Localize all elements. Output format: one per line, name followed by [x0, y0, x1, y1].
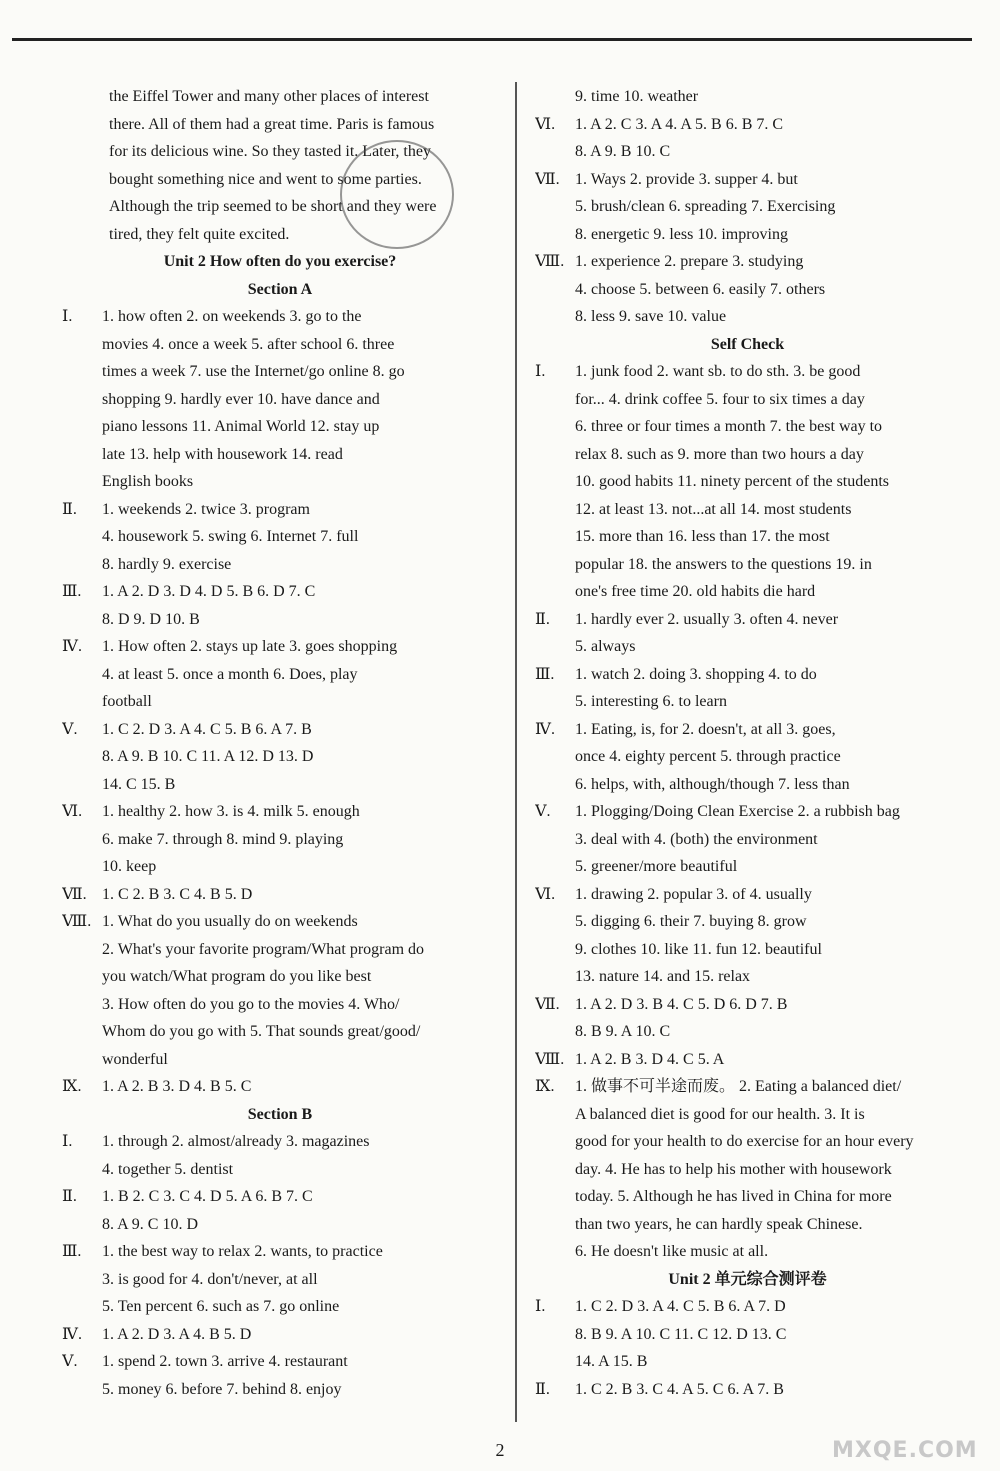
- answer-continuation: 8. less 9. save 10. value: [575, 308, 727, 325]
- section-heading: Unit 2 单元综合测评卷: [668, 1270, 827, 1288]
- answer-item: [62, 1073, 498, 1101]
- answer-item: [62, 496, 498, 524]
- passage-line: the Eiffel Tower and many other places of interest: [109, 88, 429, 105]
- answer-text: 1. hardly ever 2. usually 3. often 4. never: [575, 610, 839, 628]
- answer-item: [535, 358, 960, 386]
- answer-item: [62, 881, 498, 909]
- answer-text: 1. A 2. B 3. D 4. B 5. C: [102, 1078, 252, 1095]
- unit-heading: Unit 2 How often do you exercise?: [163, 253, 397, 270]
- passage-line: Although the trip seemed to be short and they were: [109, 198, 437, 215]
- roman-numeral: Ⅰ.: [62, 308, 73, 325]
- roman-numeral: Ⅳ.: [62, 638, 82, 655]
- roman-numeral: Ⅵ.: [535, 885, 556, 903]
- answer-text: 1. spend 2. town 3. arrive 4. restaurant: [102, 1353, 348, 1370]
- answer-continuation: 4. together 5. dentist: [102, 1160, 234, 1178]
- answer-text: 1. healthy 2. how 3. is 4. milk 5. enough: [102, 803, 360, 820]
- roman-numeral: Ⅱ.: [535, 1380, 550, 1398]
- column-divider: [515, 82, 517, 1422]
- answer-continuation: than two years, he can hardly speak Chinese.: [575, 1215, 863, 1233]
- answer-continuation: 9. time 10. weather: [575, 88, 699, 105]
- answer-text: 1. A 2. B 3. D 4. C 5. A: [575, 1050, 725, 1068]
- answer-text: 1. C 2. D 3. A 4. C 5. B 6. A 7. B: [102, 720, 312, 738]
- roman-numeral: Ⅶ.: [62, 885, 87, 903]
- answer-continuation: 14. A 15. B: [575, 1353, 648, 1370]
- roman-numeral: Ⅴ.: [62, 720, 78, 738]
- answer-continuation: football: [102, 693, 152, 710]
- answer-continuation: 4. housework 5. swing 6. Internet 7. full: [102, 528, 359, 545]
- answer-continuation: day. 4. He has to help his mother with housework: [575, 1160, 892, 1178]
- passage-line: bought something nice and went to some parties.: [109, 170, 422, 188]
- answer-item: [62, 633, 498, 661]
- answer-continuation: 5. digging 6. their 7. buying 8. grow: [575, 913, 807, 930]
- answer-continuation: 6. He doesn't like music at all.: [575, 1243, 769, 1260]
- answer-item: [535, 1073, 960, 1101]
- answer-item: [535, 606, 960, 634]
- answer-continuation: 5. interesting 6. to learn: [575, 693, 727, 710]
- answer-item: [62, 716, 498, 744]
- roman-numeral: Ⅱ.: [62, 500, 77, 518]
- answer-item: [535, 248, 960, 276]
- roman-numeral: Ⅳ.: [535, 720, 555, 738]
- answer-continuation: times a week 7. use the Internet/go online 8. go: [102, 363, 405, 380]
- roman-numeral: Ⅰ.: [535, 1298, 546, 1315]
- roman-numeral: Ⅸ.: [535, 1078, 555, 1095]
- answer-continuation: popular 18. the answers to the questions 19. in: [575, 555, 872, 573]
- answer-continuation: movies 4. once a week 5. after school 6. three: [102, 335, 395, 353]
- answer-text: 1. how often 2. on weekends 3. go to the: [102, 308, 362, 325]
- roman-numeral: Ⅳ.: [62, 1325, 82, 1343]
- passage-line: for its delicious wine. So they tasted it. Later, they: [109, 143, 431, 160]
- answer-continuation: 8. A 9. B 10. C: [575, 143, 671, 160]
- answer-item: [535, 881, 960, 909]
- section-heading: Self Check: [710, 335, 785, 353]
- answer-text: 1. junk food 2. want sb. to do sth. 3. be good: [575, 363, 861, 380]
- answer-text: 1. watch 2. doing 3. shopping 4. to do: [575, 665, 817, 683]
- answer-text: 1. through 2. almost/already 3. magazines: [102, 1133, 370, 1150]
- right-column: [535, 83, 960, 1403]
- answer-text: 1. C 2. D 3. A 4. C 5. B 6. A 7. D: [575, 1298, 786, 1315]
- answer-text: 1. B 2. C 3. C 4. D 5. A 6. B 7. C: [102, 1188, 313, 1205]
- roman-numeral: Ⅷ.: [535, 1050, 565, 1068]
- answer-item: [62, 1238, 498, 1266]
- answer-text: 1. A 2. D 3. A 4. B 5. D: [102, 1325, 252, 1343]
- answer-text: 1. Ways 2. provide 3. supper 4. but: [575, 170, 798, 188]
- answer-text: 1. the best way to relax 2. wants, to practice: [102, 1243, 383, 1260]
- section-heading: Section B: [247, 1105, 313, 1123]
- answer-continuation: piano lessons 11. Animal World 12. stay up: [102, 418, 380, 435]
- answer-continuation: once 4. eighty percent 5. through practice: [575, 748, 841, 765]
- roman-numeral: Ⅴ.: [535, 803, 551, 820]
- answer-continuation: 5. Ten percent 6. such as 7. go online: [102, 1298, 340, 1315]
- answer-item: [62, 798, 498, 826]
- roman-numeral: Ⅲ.: [62, 1243, 82, 1260]
- answer-continuation: 3. is good for 4. don't/never, at all: [102, 1270, 318, 1288]
- top-rule: [12, 38, 972, 41]
- answer-continuation: 6. three or four times a month 7. the best way to: [575, 418, 883, 435]
- answer-continuation: for... 4. drink coffee 5. four to six times a day: [575, 390, 865, 408]
- answer-continuation: 3. deal with 4. (both) the environment: [575, 830, 818, 848]
- answer-text: 1. Eating, is, for 2. doesn't, at all 3. goes,: [575, 720, 836, 738]
- roman-numeral: Ⅲ.: [62, 583, 82, 600]
- answer-continuation: good for your health to do exercise for an hour every: [575, 1133, 914, 1150]
- answer-continuation: English books: [102, 473, 194, 490]
- answer-continuation: shopping 9. hardly ever 10. have dance and: [102, 390, 380, 408]
- roman-numeral: Ⅷ.: [535, 253, 565, 270]
- roman-numeral: Ⅸ.: [62, 1078, 82, 1095]
- answer-text: 1. What do you usually do on weekends: [102, 913, 358, 930]
- answer-continuation: 4. at least 5. once a month 6. Does, play: [102, 665, 358, 683]
- answer-continuation: one's free time 20. old habits die hard: [575, 583, 816, 600]
- answer-text: 1. drawing 2. popular 3. of 4. usually: [575, 885, 812, 903]
- answer-text: 1. A 2. D 3. B 4. C 5. D 6. D 7. B: [575, 995, 788, 1013]
- answer-item: [535, 716, 960, 744]
- answer-continuation: 8. B 9. A 10. C: [575, 1023, 671, 1040]
- answer-continuation: 6. helps, with, although/though 7. less than: [575, 775, 850, 793]
- answer-text: 1. C 2. B 3. C 4. A 5. C 6. A 7. B: [575, 1380, 784, 1398]
- answer-continuation: 5. money 6. before 7. behind 8. enjoy: [102, 1380, 342, 1398]
- answer-text: 1. experience 2. prepare 3. studying: [575, 253, 804, 270]
- page-number: 2: [495, 1440, 505, 1460]
- answer-text: 1. C 2. B 3. C 4. B 5. D: [102, 885, 253, 903]
- roman-numeral: Ⅱ.: [62, 1188, 77, 1205]
- answer-continuation: 8. A 9. C 10. D: [102, 1215, 199, 1233]
- answer-continuation: 4. choose 5. between 6. easily 7. others: [575, 280, 826, 298]
- site-logo-url: MXQE.COM: [832, 1438, 978, 1463]
- passage-line: tired, they felt quite excited.: [109, 225, 290, 243]
- roman-numeral: Ⅵ.: [62, 803, 83, 820]
- answer-continuation: Whom do you go with 5. That sounds great/good/: [102, 1023, 421, 1040]
- answer-item: [62, 1321, 498, 1349]
- answer-item: [62, 1128, 498, 1156]
- answer-continuation: 8. D 9. D 10. B: [102, 610, 200, 628]
- passage-line: there. All of them had a great time. Paris is famous: [109, 115, 435, 133]
- answer-item: [535, 1046, 960, 1074]
- answer-continuation: today. 5. Although he has lived in China for more: [575, 1188, 892, 1205]
- roman-numeral: Ⅰ.: [535, 363, 546, 380]
- answer-item: [535, 166, 960, 194]
- answer-continuation: wonderful: [102, 1050, 168, 1068]
- answer-text: 1. 做事不可半途而废。 2. Eating a balanced diet/: [575, 1078, 902, 1095]
- stamp-watermark: [340, 140, 454, 249]
- answer-continuation: 6. make 7. through 8. mind 9. playing: [102, 830, 344, 848]
- roman-numeral: Ⅴ.: [62, 1353, 78, 1370]
- answer-continuation: 15. more than 16. less than 17. the most: [575, 528, 830, 545]
- answer-continuation: 5. brush/clean 6. spreading 7. Exercising: [575, 198, 836, 215]
- answer-item: [62, 1183, 498, 1211]
- answer-item: [62, 303, 498, 331]
- answer-continuation: 8. A 9. B 10. C 11. A 12. D 13. D: [102, 748, 314, 765]
- answer-text: 1. A 2. D 3. D 4. D 5. B 6. D 7. C: [102, 583, 316, 600]
- roman-numeral: Ⅶ.: [535, 995, 560, 1013]
- answer-item: [62, 908, 498, 936]
- answer-continuation: 3. How often do you go to the movies 4. Who/: [102, 995, 400, 1013]
- answer-item: [535, 798, 960, 826]
- roman-numeral: Ⅶ.: [535, 170, 560, 188]
- answer-continuation: 5. always: [575, 638, 636, 655]
- answer-continuation: late 13. help with housework 14. read: [102, 445, 343, 463]
- roman-numeral: Ⅷ.: [62, 913, 92, 930]
- answer-text: 1. weekends 2. twice 3. program: [102, 500, 310, 518]
- answer-item: [535, 1293, 960, 1321]
- answer-continuation: 5. greener/more beautiful: [575, 858, 738, 875]
- answer-continuation: 14. C 15. B: [102, 775, 176, 793]
- roman-numeral: Ⅲ.: [535, 665, 555, 683]
- answer-item: [62, 1348, 498, 1376]
- answer-item: [535, 111, 960, 139]
- roman-numeral: Ⅰ.: [62, 1133, 73, 1150]
- answer-text: 1. A 2. C 3. A 4. A 5. B 6. B 7. C: [575, 115, 784, 133]
- answer-item: [535, 991, 960, 1019]
- section-heading: Section A: [247, 280, 313, 298]
- answer-continuation: 10. keep: [102, 858, 157, 875]
- answer-continuation: you watch/What program do you like best: [102, 968, 372, 985]
- answer-text: 1. How often 2. stays up late 3. goes shopping: [102, 638, 398, 655]
- answer-text: 1. Plogging/Doing Clean Exercise 2. a rubbish bag: [575, 803, 900, 820]
- left-column: [62, 83, 498, 1403]
- roman-numeral: Ⅵ.: [535, 115, 556, 133]
- answer-continuation: 8. B 9. A 10. C 11. C 12. D 13. C: [575, 1325, 787, 1343]
- answer-item: [62, 578, 498, 606]
- answer-continuation: A balanced diet is good for our health. 3. It is: [575, 1105, 865, 1123]
- answer-continuation: 8. hardly 9. exercise: [102, 555, 232, 573]
- answer-continuation: 8. energetic 9. less 10. improving: [575, 225, 788, 243]
- roman-numeral: Ⅱ.: [535, 610, 550, 628]
- answer-continuation: 12. at least 13. not...at all 14. most students: [575, 500, 852, 518]
- answer-continuation: 9. clothes 10. like 11. fun 12. beautiful: [575, 940, 822, 958]
- answer-continuation: 13. nature 14. and 15. relax: [575, 968, 751, 985]
- answer-continuation: 10. good habits 11. ninety percent of the students: [575, 473, 890, 490]
- answer-item: [535, 661, 960, 689]
- answer-continuation: relax 8. such as 9. more than two hours a day: [575, 445, 864, 463]
- answer-continuation: 2. What's your favorite program/What program do: [102, 940, 425, 958]
